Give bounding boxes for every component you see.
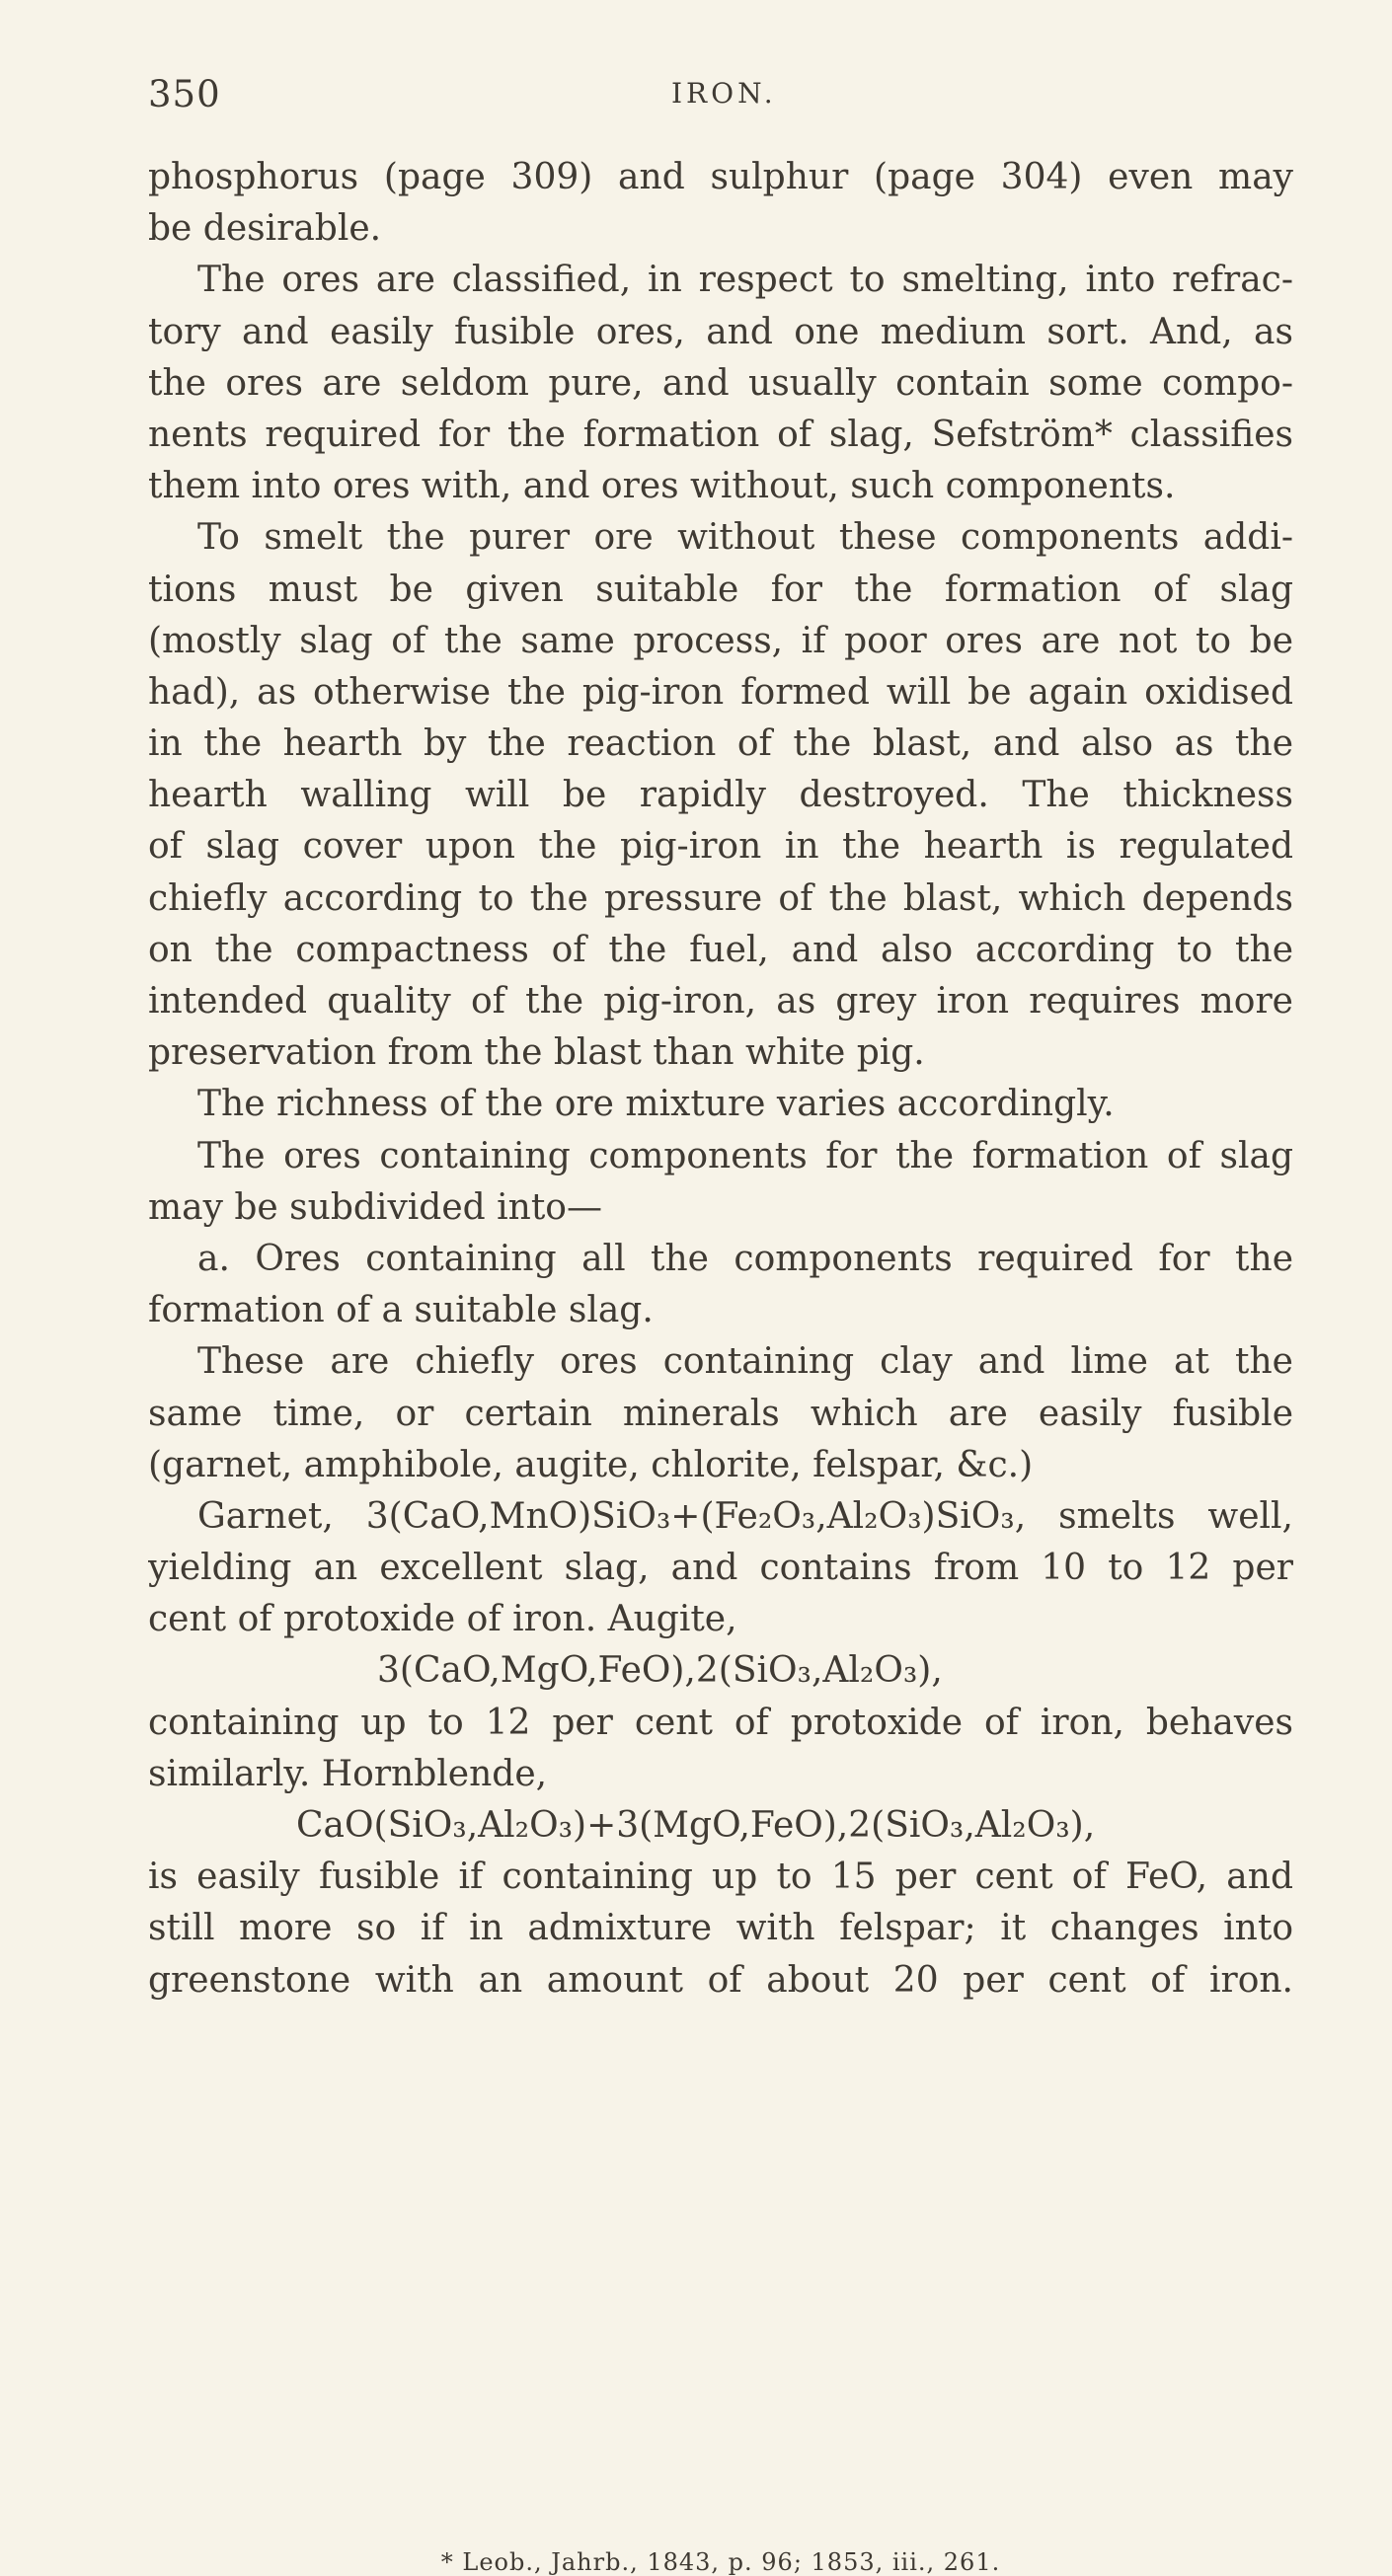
footnote: * Leob., Jahrb., 1843, p. 96; 1853, iii., 261.: [440, 2548, 1001, 2576]
running-head: IRON.: [671, 77, 777, 110]
text-line: be desirable.: [148, 208, 382, 250]
text-line: These are chiefly ores containing clay and lime at the: [197, 1341, 1293, 1383]
text-line: them into ores with, and ores without, such components.: [148, 466, 1176, 507]
text-line: same time, or certain minerals which are easily fusible: [148, 1393, 1293, 1434]
text-line: tory and easily fusible ores, and one medium sort. And, as: [148, 311, 1293, 352]
text-line: a. Ores containing all the components required for the: [197, 1238, 1293, 1279]
text-line: (garnet, amphibole, augite, chlorite, felspar, &c.): [148, 1444, 1034, 1485]
text-line: greenstone with an amount of about 20 per cent of iron.: [148, 1959, 1293, 2001]
text-line: hearth walling will be rapidly destroyed. The thickness: [148, 775, 1293, 816]
text-line: cent of protoxide of iron. Augite,: [148, 1599, 737, 1640]
text-line: preservation from the blast than white pig.: [148, 1032, 925, 1074]
text-line: in the hearth by the reaction of the blast, and also as the: [148, 723, 1293, 765]
text-line: The ores containing components for the formation of slag: [197, 1135, 1293, 1176]
text-line: the ores are seldom pure, and usually contain some compo-: [148, 362, 1293, 404]
text-line: of slag cover upon the pig-iron in the hearth is regulated: [148, 826, 1293, 868]
text-line: intended quality of the pig-iron, as grey iron requires more: [148, 981, 1293, 1022]
formula-line: 3(CaO,MgO,FeO),2(SiO₃,Al₂O₃),: [377, 1650, 943, 1692]
text-line: The richness of the ore mixture varies accordingly.: [197, 1084, 1115, 1125]
text-line: phosphorus (page 309) and sulphur (page 304) even may: [148, 157, 1293, 197]
text-line: similarly. Hornblende,: [148, 1753, 548, 1794]
text-line: may be subdivided into—: [148, 1186, 602, 1228]
text-line: is easily fusible if containing up to 15 per cent of FeO, and: [148, 1856, 1293, 1898]
page-number: 350: [148, 73, 221, 115]
page-header: [148, 73, 1293, 124]
text-line: To smelt the purer ore without these components addi-: [197, 517, 1293, 559]
text-line: had), as otherwise the pig-iron formed will be again oxidised: [148, 671, 1293, 713]
text-line: nents required for the formation of slag, Sefström* classifies: [148, 414, 1293, 455]
body-text: [148, 152, 1293, 2007]
formula-line: CaO(SiO₃,Al₂O₃)+3(MgO,FeO),2(SiO₃,Al₂O₃),: [296, 1805, 1096, 1846]
text-line: containing up to 12 per cent of protoxide of iron, behaves: [148, 1702, 1293, 1743]
text-line: yielding an excellent slag, and contains from 10 to 12 per: [148, 1548, 1293, 1589]
text-line: Garnet, 3(CaO,MnO)SiO₃+(Fe₂O₃,Al₂O₃)SiO₃, smelts well,: [197, 1495, 1293, 1537]
text-line: (mostly slag of the same process, if poor ores are not to be: [148, 620, 1293, 661]
text-line: tions must be given suitable for the formation of slag: [148, 568, 1293, 610]
text-line: on the compactness of the fuel, and also according to the: [148, 929, 1293, 970]
text-line: chiefly according to the pressure of the blast, which depends: [148, 877, 1293, 919]
text-line: The ores are classified, in respect to smelting, into refrac-: [197, 260, 1293, 301]
text-line: formation of a suitable slag.: [148, 1290, 654, 1331]
text-line: still more so if in admixture with felspar; it changes into: [148, 1908, 1293, 1949]
